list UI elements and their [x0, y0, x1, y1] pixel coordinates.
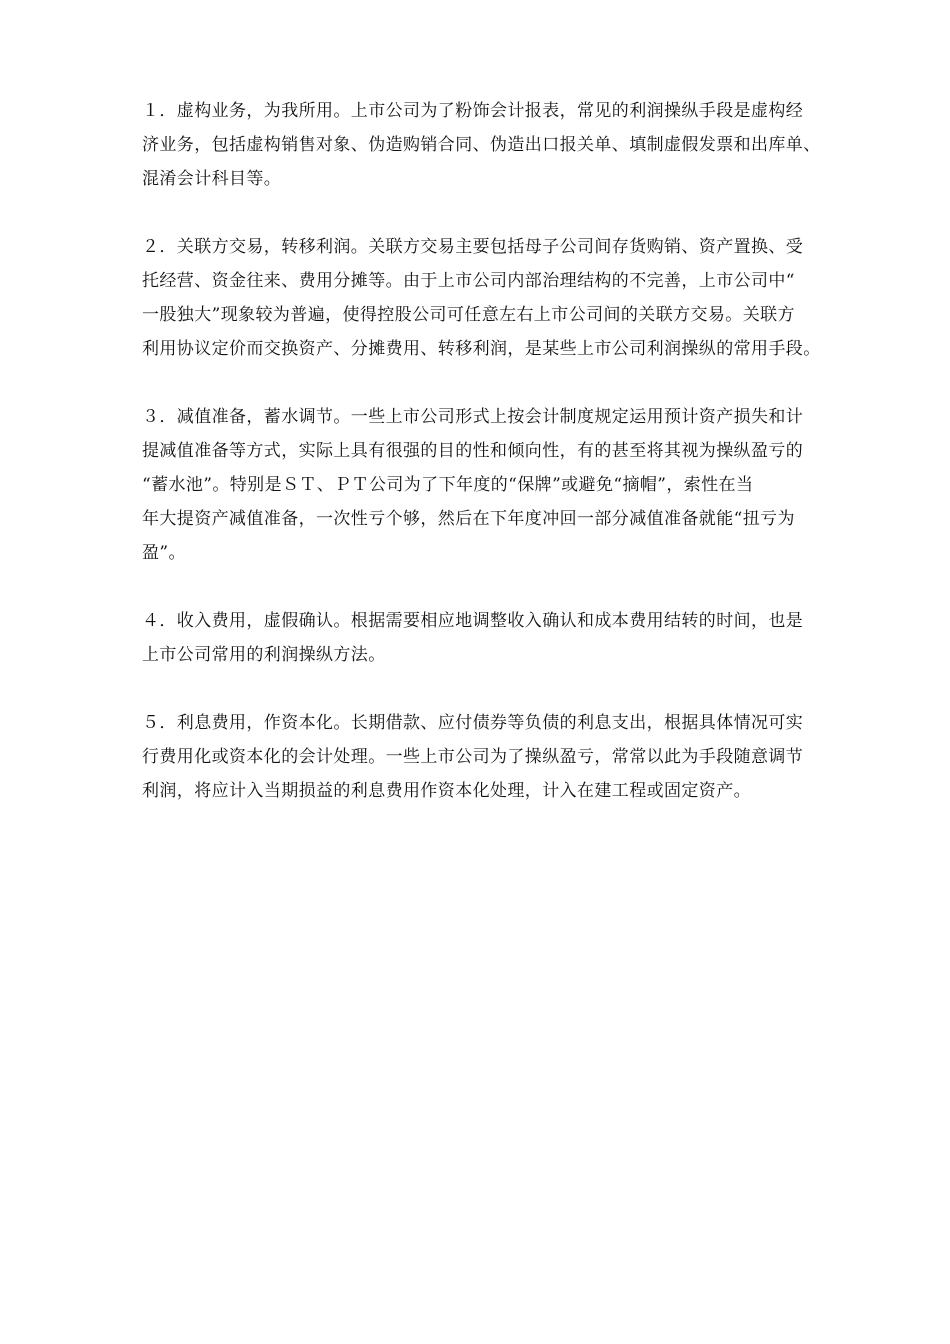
paragraph-line: ２．关联方交易，转移利润。关联方交易主要包括母子公司间存货购销、资产置换、受: [142, 237, 804, 257]
paragraph-line: １．虚构业务，为我所用。上市公司为了粉饰会计报表，常见的利润操纵手段是虚构经: [142, 101, 804, 121]
paragraph-line: 行费用化或资本化的会计处理。一些上市公司为了操纵盈亏，常常以此为手段随意调节: [142, 747, 804, 767]
paragraph-line: 一股独大”现象较为普遍，使得控股公司可任意左右上市公司间的关联方交易。关联方: [142, 305, 795, 325]
paragraph-line: ５．利息费用，作资本化。长期借款、应付债券等负债的利息支出，根据具体情况可实: [142, 713, 804, 733]
paragraph-line: ４．收入费用，虚假确认。根据需要相应地调整收入确认和成本费用结转的时间，也是: [142, 611, 804, 631]
paragraph-spacer: [142, 196, 882, 230]
paragraph-5: [142, 706, 882, 808]
paragraph-spacer: [142, 672, 882, 706]
paragraph-line: 年大提资产减值准备，一次性亏个够，然后在下年度冲回一部分减值准备就能“扭亏为: [142, 509, 795, 529]
paragraph-line: 上市公司常用的利润操纵方法。: [142, 645, 386, 665]
paragraph-line: 托经营、资金往来、费用分摊等。由于上市公司内部治理结构的不完善，上市公司中“: [142, 271, 795, 291]
paragraph-line: 混淆会计科目等。: [142, 169, 282, 189]
document-body: [142, 94, 882, 808]
paragraph-line: ３．减值准备，蓄水调节。一些上市公司形式上按会计制度规定运用预计资产损失和计: [142, 407, 804, 427]
paragraph-line: 提减值准备等方式，实际上具有很强的目的性和倾向性，有的甚至将其视为操纵盈亏的: [142, 441, 804, 461]
paragraph-spacer: [142, 366, 882, 400]
paragraph-line: 盈”。: [142, 543, 186, 563]
paragraph-line: 济业务，包括虚构销售对象、伪造购销合同、伪造出口报关单、填制虚假发票和出库单、: [142, 135, 821, 155]
paragraph-4: [142, 604, 882, 672]
paragraph-1: [142, 94, 882, 196]
paragraph-2: [142, 230, 882, 366]
paragraph-line: “蓄水池”。特别是ＳＴ、ＰＴ公司为了下年度的“保牌”或避免“摘帽”，索性在当: [142, 475, 754, 495]
paragraph-line: 利润，将应计入当期损益的利息费用作资本化处理，计入在建工程或固定资产。: [142, 781, 751, 801]
paragraph-line: 利用协议定价而交换资产、分摊费用、转移利润，是某些上市公司利润操纵的常用手段。: [142, 339, 821, 359]
paragraph-spacer: [142, 570, 882, 604]
paragraph-3: [142, 400, 882, 570]
